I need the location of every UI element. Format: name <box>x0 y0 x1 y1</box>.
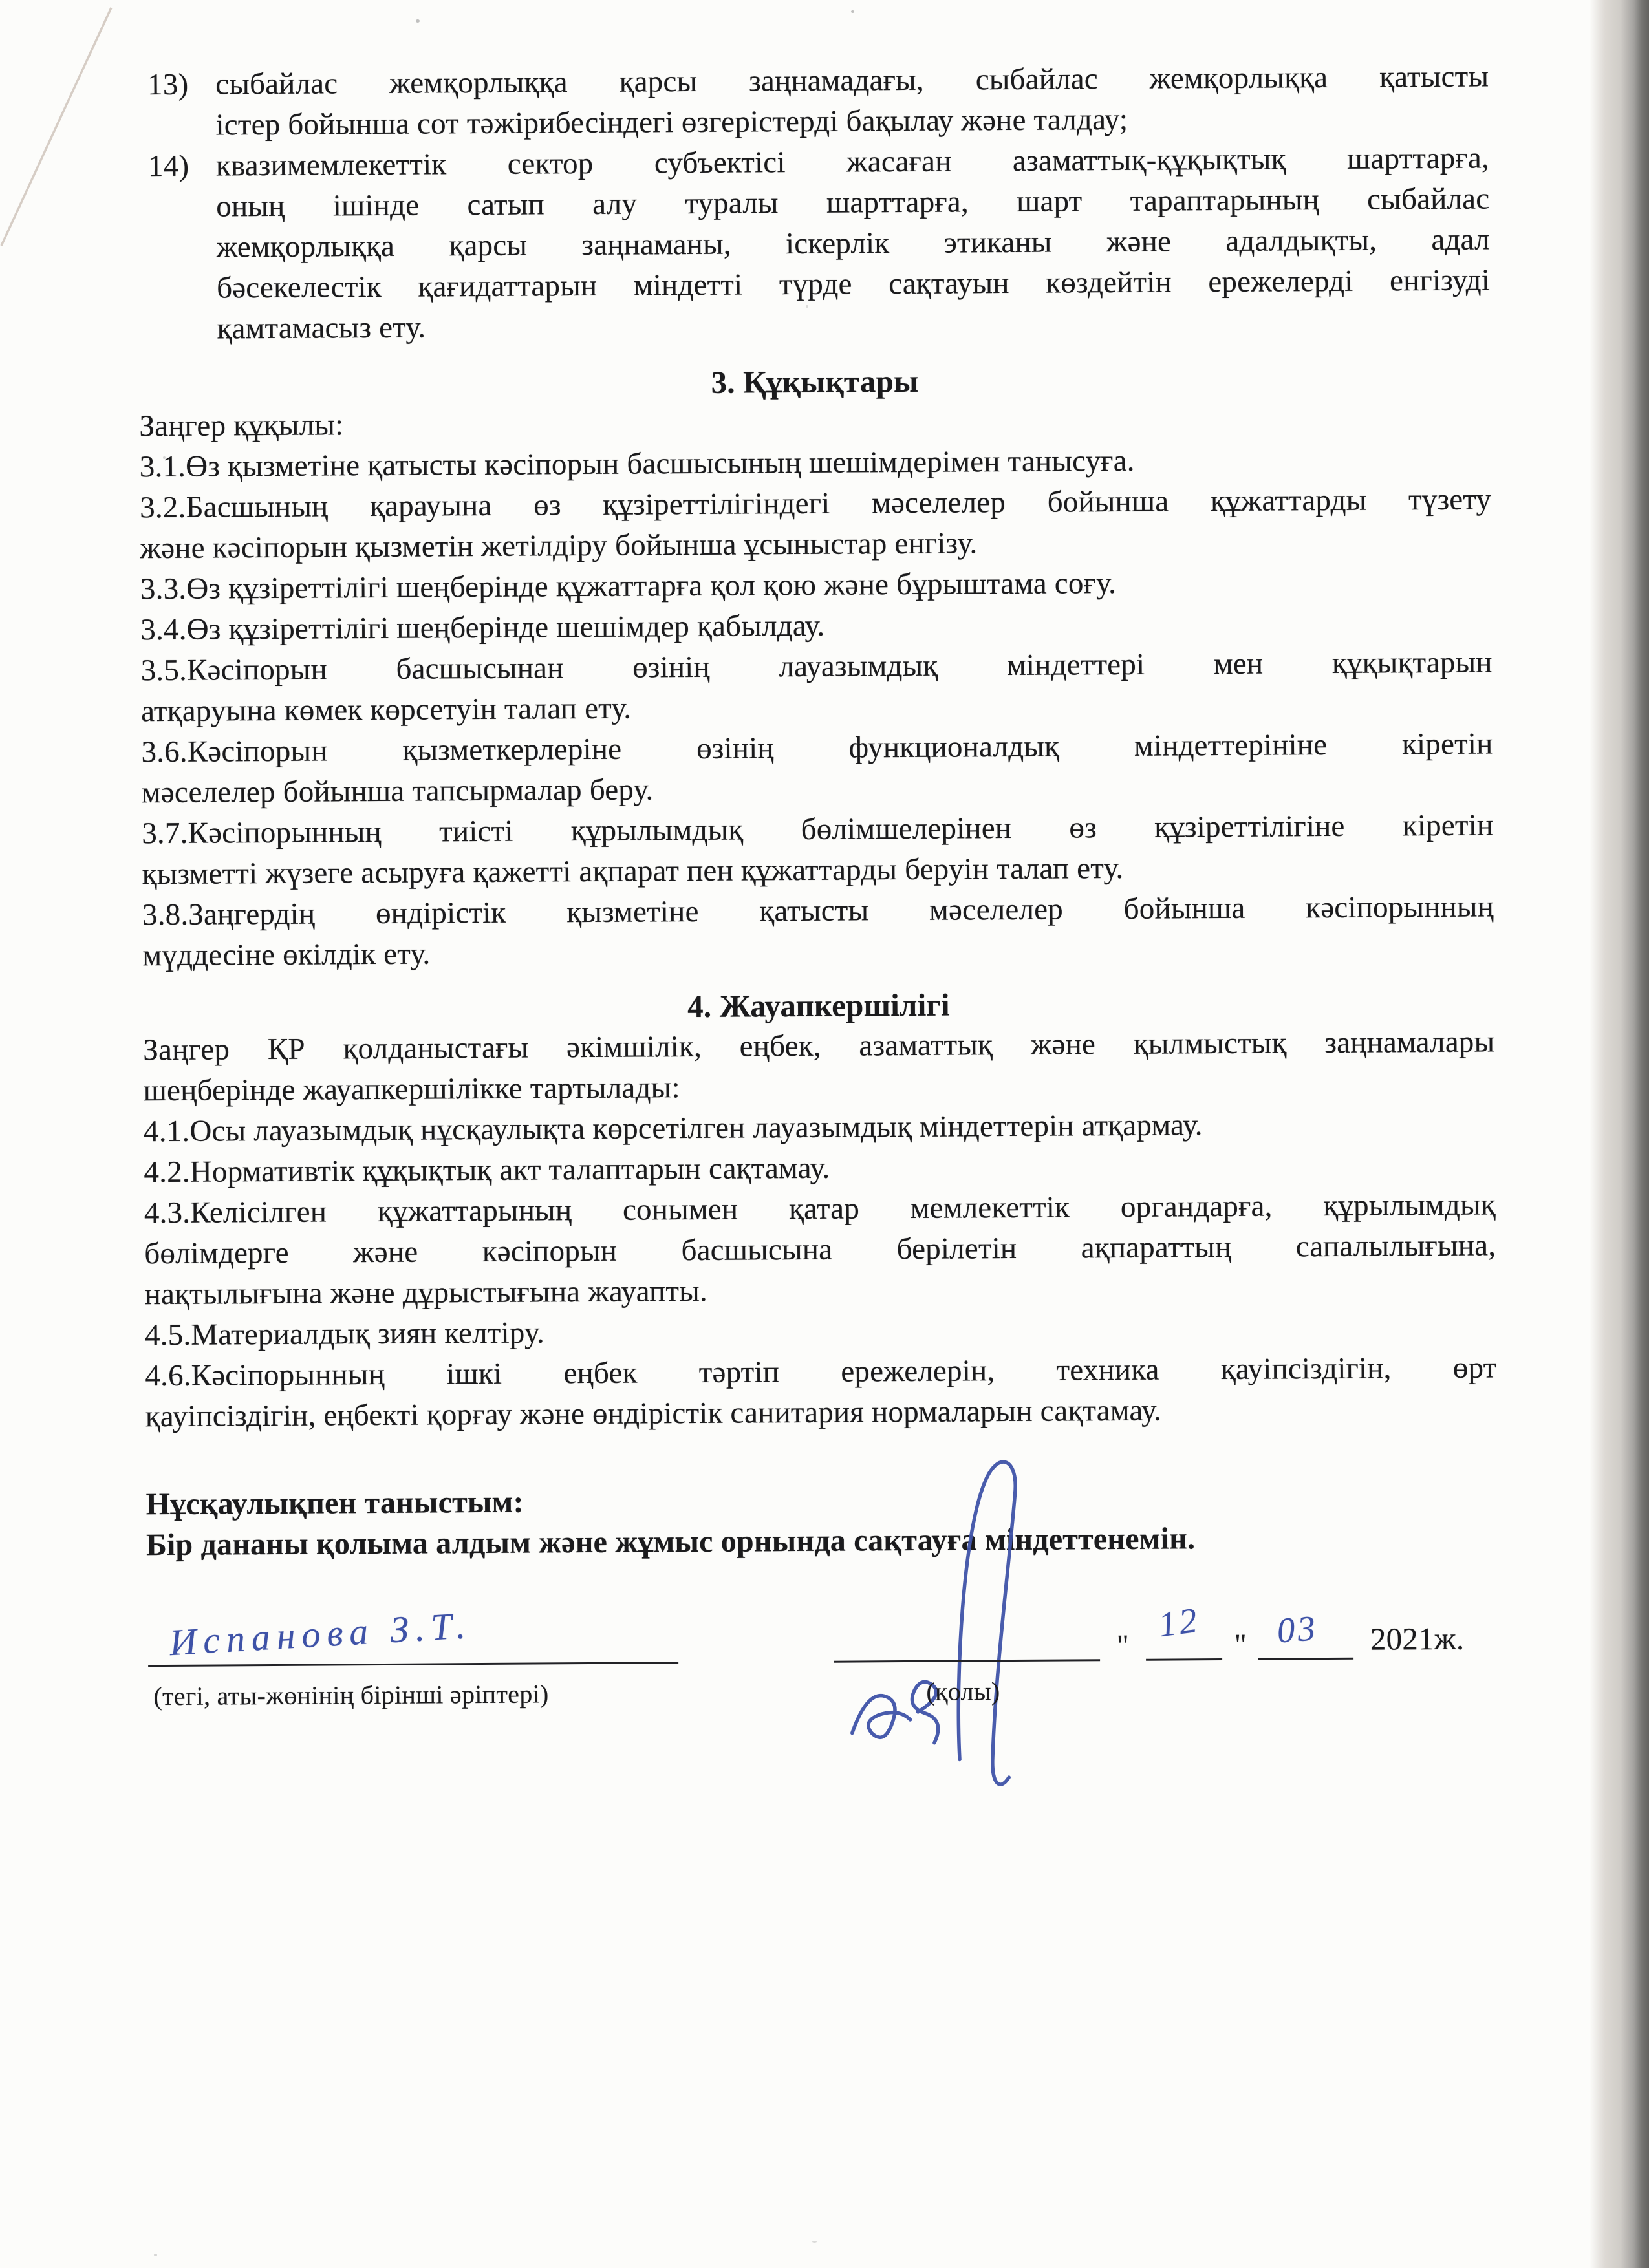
clause-line: қауіпсіздігін, еңбекті қорғау және өндірістік санитария нормаларын сақтамау. <box>145 1393 1162 1434</box>
dust-speck <box>851 10 854 13</box>
item-text <box>215 56 1489 145</box>
scan-edge-shadow <box>1590 0 1649 2268</box>
month-underline <box>1258 1658 1353 1660</box>
dust-speck <box>154 2254 157 2256</box>
clause-line: нақтылығына және дұрыстығына жауапты. <box>144 1274 708 1312</box>
paper-crease <box>0 5 123 251</box>
document-body <box>137 56 1499 1802</box>
numbered-list <box>147 56 1491 350</box>
intro-line: шеңберінде жауапкершілікке тартылады: <box>143 1071 680 1108</box>
signature-block <box>146 1561 1499 1802</box>
numbered-item-13 <box>147 56 1489 146</box>
acknowledgment-statement: Бір дананы қолыма алдым және жұмыс орнында сақтауға міндеттенемін. <box>146 1521 1196 1563</box>
item-line: жемқорлыққа қарсы заңнаманы, іскерлік этиканы және адалдықты, адал <box>216 222 1490 264</box>
year-label: 2021ж. <box>1370 1620 1465 1657</box>
clause-3-5 <box>141 642 1493 732</box>
item-line: квазимемлекеттік сектор субъектісі жасаған азаматтық-құқықтық шарттарға, <box>215 141 1490 183</box>
intro-line: Заңгер ҚР қолданыстағы әкімшілік, еңбек, азаматтық және қылмыстық заңнамалары <box>143 1025 1495 1067</box>
item-line: оның ішінде сатып алу туралы шарттарға, шарт тараптарының сыбайлас <box>216 182 1490 224</box>
section-3-intro: Заңгер құқылы: <box>139 408 344 444</box>
section-4-intro <box>143 1022 1495 1111</box>
dust-speck <box>812 2241 817 2243</box>
clause-line: мүддесіне өкілдік ету. <box>142 937 431 973</box>
clause-line: және кәсіпорын қызметін жетілдіру бойынша ұсыныстар енгізу. <box>140 526 978 566</box>
day-underline <box>1146 1658 1222 1661</box>
dust-speck <box>416 19 420 23</box>
item-number: 14) <box>147 149 189 184</box>
clause-line: 4.6.Кәсіпорынның ішкі еңбек тәртіп ережелерін, техника қауіпсіздігін, өрт <box>145 1351 1497 1393</box>
clause-line: 3.5.Кәсіпорын басшысынан өзінің лауазымдық міндеттері мен құқықтарын <box>140 645 1493 688</box>
signature-underline <box>834 1659 1100 1663</box>
clause-3-6 <box>141 723 1493 813</box>
clause-line: 4.1.Осы лауазымдық нұсқаулықта көрсетілген лауазымдық міндеттерін атқармау. <box>143 1108 1203 1149</box>
close-quote: " <box>1234 1627 1247 1661</box>
numbered-item-14 <box>148 138 1491 350</box>
clause-line: 3.4.Өз құзіреттілігі шеңберінде шешімдер қабылдау. <box>140 608 825 647</box>
acknowledgment-title: Нұсқаулықпен таныстым: <box>146 1484 524 1522</box>
handwritten-name: Испанова З.Т. <box>168 1603 473 1664</box>
item-text <box>216 138 1491 349</box>
clause-3-7 <box>142 805 1494 895</box>
clause-line: 3.8.Заңгердің өндірістік қызметіне қатысты мәселелер бойынша кәсіпорынның <box>142 890 1494 932</box>
item-line: бәсекелестік қағидаттарын міндетті түрде сақтауын көздейтін ережелерді енгізуді <box>216 263 1491 305</box>
clause-line: атқаруына көмек көрсетуін талап ету. <box>140 691 632 729</box>
clause-line: 4.5.Материалдық зиян келтіру. <box>144 1316 544 1353</box>
handwritten-month: 03 <box>1275 1608 1320 1651</box>
item-line: сыбайлас жемқорлыққа қарсы заңнамадағы, сыбайлас жемқорлыққа қатысты <box>215 59 1489 102</box>
section-3-heading: 3. Құқықтары <box>711 363 919 400</box>
clause-line: 3.2.Басшының қарауына өз құзіреттілігіндегі мәселелер бойынша құжаттарды түзету <box>140 482 1492 525</box>
clause-line: 3.3.Өз құзіреттілігі шеңберінде құжаттарға қол қою және бұрыштама соғу. <box>140 566 1117 606</box>
clause-3-2 <box>140 479 1492 569</box>
name-caption: (тегі, аты-жөнінің бірінші әріптері) <box>153 1679 549 1711</box>
item-line: істер бойынша сот тәжірибесіндегі өзгерістерді бақылау және талдау; <box>215 102 1128 142</box>
clause-line: 4.2.Нормативтік құқықтық акт талаптарын сақтамау. <box>144 1151 830 1190</box>
section-4-heading: 4. Жауапкершілігі <box>687 987 950 1025</box>
clause-4-6 <box>145 1347 1497 1437</box>
clause-3-8 <box>142 886 1494 976</box>
clause-4-3 <box>144 1184 1496 1315</box>
clause-line: 3.1.Өз қызметіне қатысты кәсіпорын басшысының шешімдерімен танысуға. <box>139 444 1135 484</box>
open-quote: " <box>1116 1628 1130 1662</box>
signature-caption: (қолы) <box>926 1676 1000 1706</box>
clause-line: бөлімдерге және кәсіпорын басшысына берілетін ақпараттың сапалылығына, <box>144 1228 1496 1271</box>
clause-line: 3.7.Кәсіпорынның тиісті құрылымдық бөлімшелерінен өз құзіреттілігіне кіретін <box>142 808 1494 851</box>
item-line: қамтамасыз ету. <box>217 310 426 346</box>
handwritten-day: 12 <box>1156 1599 1202 1645</box>
clause-line: қызметті жүзеге асыруға қажетті ақпарат пен құжаттарды беруін талап ету. <box>142 851 1124 892</box>
name-underline <box>148 1662 678 1667</box>
item-number: 13) <box>147 67 189 102</box>
clause-line: мәселелер бойынша тапсырмалар беру. <box>141 773 654 810</box>
clause-line: 3.6.Кәсіпорын қызметкерлеріне өзінің функционалдық міндеттерініне кіретін <box>141 727 1493 769</box>
clause-line: 4.3.Келісілген құжаттарының сонымен қатар мемлекеттік органдарға, құрылымдық <box>144 1188 1496 1230</box>
